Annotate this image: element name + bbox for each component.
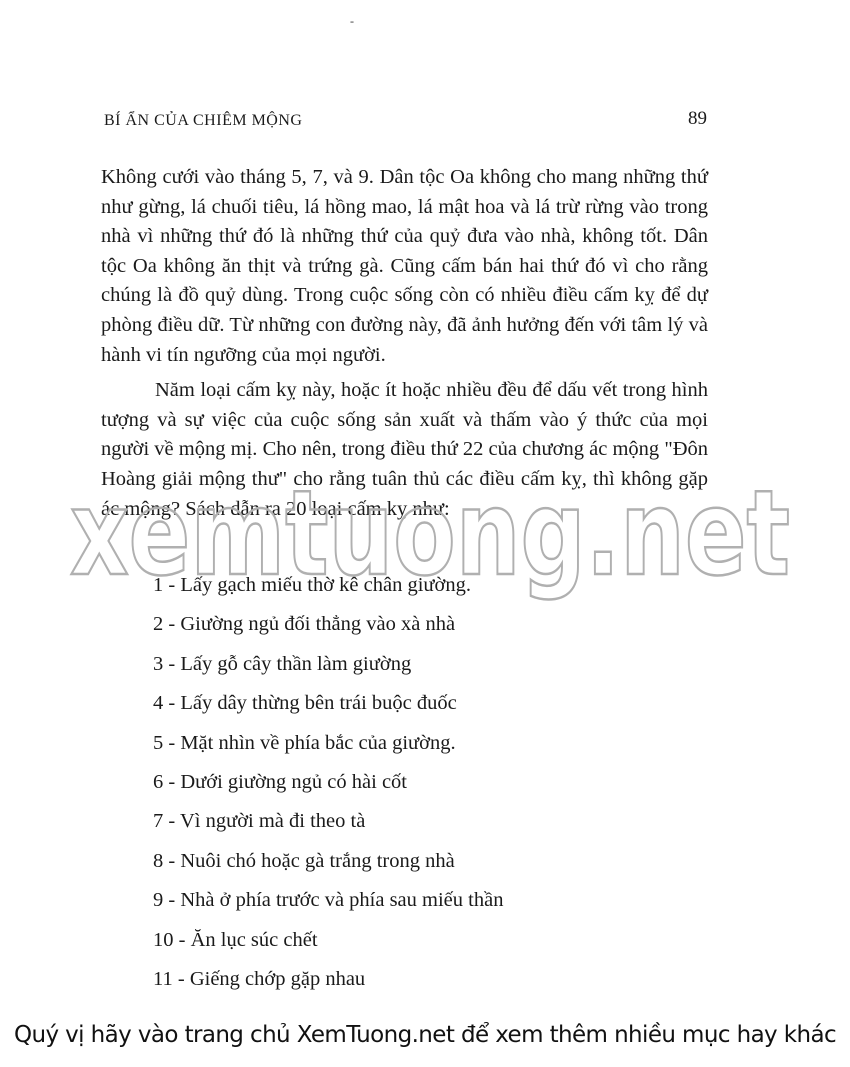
page-number: 89 [688, 108, 707, 129]
body-text [101, 163, 708, 524]
list-item: 11 - Giếng chớp gặp nhau [153, 967, 366, 990]
list-item: 1 - Lấy gạch miếu thờ kê chân giường. [153, 574, 471, 596]
list-item: 9 - Nhà ở phía trước và phía sau miếu thần [153, 889, 504, 912]
list-item: 7 - Vì người mà đi theo tà [153, 810, 366, 833]
site-link[interactable]: XemTuong.net [296, 1022, 455, 1048]
top-mark: - [350, 14, 354, 28]
footer-text-before: Quý vị hãy vào trang chủ [13, 1022, 297, 1048]
list-item: 2 - Giường ngủ đối thẳng vào xà nhà [153, 613, 456, 636]
list-item: 6 - Dưới giường ngủ có hài cốt [153, 770, 407, 793]
paragraph-2: Năm loại cấm kỵ này, hoặc ít hoặc nhiều đều để dấu vết trong hình tượng và sự việc của cuộc sống sản xuất và thấm vào ý thức của mọi người về mộng mị. Cho nên, trong điều thứ 22 của chương ác mộng "Đôn Hoàng giải mộng thư" cho rằng tuân thủ các điều cấm kỵ, thì không gặp ác mộng? Sách dẫn ra 20 loại cấm kỵ như: [101, 379, 708, 520]
footer-banner [0, 1022, 850, 1048]
watermark-text: xemtuong.net [70, 464, 790, 602]
list-item: 10 - Ăn lục súc chết [153, 928, 318, 951]
list-item: 3 - Lấy gỗ cây thần làm giường [153, 652, 412, 675]
paragraph-1: Không cưới vào tháng 5, 7, và 9. Dân tộc Oa không cho mang những thứ như gừng, lá chuối tiêu, lá hồng mao, lá mật hoa và lá trừ rừng vào trong nhà vì những thứ đó là những thứ của quỷ đưa vào nhà, không tốt. Dân tộc Oa không ăn thịt và trứng gà. Cũng cấm bán hai thứ đó vì cho rằng chúng là đồ quỷ dùng. Trong cuộc sống còn có nhiều điều cấm kỵ để dự phòng điều dữ. Từ những con đường này, đã ảnh hưởng đến với tâm lý và hành vi tín ngưỡng của mọi người. [101, 166, 708, 366]
footer-text-after: để xem thêm nhiều mục hay khác [454, 1022, 837, 1048]
list-item: 8 - Nuôi chó hoặc gà trắng trong nhà [153, 849, 455, 872]
taboo-list [153, 570, 503, 1003]
list-item: 5 - Mặt nhìn về phía bắc của giường. [153, 731, 456, 754]
list-item: 4 - Lấy dây thừng bên trái buộc đuốc [153, 692, 457, 715]
running-header: BÍ ẨN CỦA CHIÊM MỘNG [104, 112, 303, 129]
